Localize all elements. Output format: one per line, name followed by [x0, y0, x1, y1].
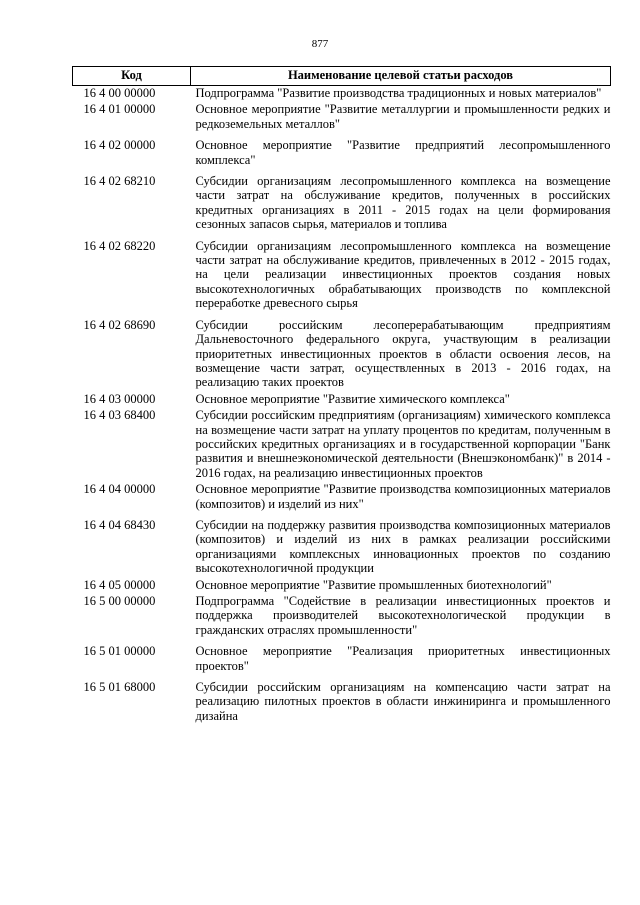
table-header-row	[73, 67, 611, 86]
row-code: 16 4 02 68690	[83, 317, 156, 332]
row-name: Основное мероприятие "Развитие предприятий лесопромышленного комплекса"	[195, 138, 611, 167]
row-name: Субсидии организациям лесопромышленного комплекса на возмещение части затрат на обслуживание кредитов, полученных в российских кредитных организациях в 2011 - 2015 годах на цели формирования сезонных запасов сырья, материалов и топлива	[195, 174, 611, 232]
table-row	[73, 318, 611, 392]
row-name: Субсидии российским организациям на компенсацию части затрат на реализацию пилотных проектов в области инжиниринга и промышленного дизайна	[195, 680, 611, 723]
row-code: 16 4 02 00000	[83, 138, 156, 153]
row-code: 16 4 03 68400	[83, 408, 156, 423]
table-row	[73, 594, 611, 644]
row-code: 16 4 04 00000	[83, 482, 156, 497]
row-name: Основное мероприятие "Реализация приоритетных инвестиционных проектов"	[195, 644, 611, 673]
row-name: Субсидии на поддержку развития производства композиционных материалов (композитов) и изделий из них в рамках реализации российскими организациями комплексных инновационных проектов по созданию высокотехнологичной продукции	[195, 517, 611, 576]
table-row	[73, 408, 611, 482]
row-code: 16 5 01 00000	[83, 644, 156, 659]
row-code: 16 4 00 00000	[83, 86, 156, 100]
table-row	[73, 482, 611, 518]
row-code: 16 5 00 00000	[83, 594, 156, 608]
table-row	[73, 239, 611, 318]
header-code: Код	[73, 67, 191, 86]
row-name: Субсидии российским лесоперерабатывающим предприятиям Дальневосточного федерального округа, участвующим в реализации приоритетных инвестиционных проектов в области освоения лесов, на возмещение части затрат, осуществленных в 2013 - 2016 годах, на реализацию таких проектов	[195, 317, 611, 390]
row-code: 16 4 01 00000	[83, 102, 156, 117]
header-name: Наименование целевой статьи расходов	[191, 67, 611, 86]
table-row	[73, 392, 611, 408]
row-code: 16 4 02 68220	[83, 238, 156, 253]
table-row	[73, 578, 611, 594]
row-name: Субсидии российским предприятиям (организациям) химического комплекса на возмещение части затрат на уплату процентов по кредитам, полученным в российских кредитных организациях и в государственной корпорации "Банк развития и внешнеэкономической деятельности (Внешэкономбанк)" в 2014 - 2016 годах, на реализацию инвестиционных проектов	[195, 408, 611, 480]
row-code: 16 4 05 00000	[83, 577, 156, 592]
row-code: 16 5 01 68000	[83, 680, 156, 695]
table-row	[73, 86, 611, 103]
row-name: Основное мероприятие "Развитие производства композиционных материалов (композитов) и изделий из них"	[195, 482, 611, 511]
row-code: 16 4 03 00000	[83, 391, 156, 406]
row-code: 16 4 02 68210	[83, 174, 156, 189]
row-name: Подпрограмма "Развитие производства традиционных и новых материалов"	[195, 86, 602, 100]
row-name: Подпрограмма "Содействие в реализации инвестиционных проектов и поддержка производителей высокотехнологической продукции в гражданских отраслях промышленности"	[195, 594, 611, 637]
target-expense-table	[72, 66, 611, 730]
row-name: Субсидии организациям лесопромышленного комплекса на возмещение части затрат на обслуживание кредитов, привлеченных в 2012 - 2015 годах, на цели реализации инвестиционных проектов создания новых высокотехнологичных обрабатывающих производств по комплексной переработке древесного сырья	[195, 238, 611, 311]
table-row	[73, 644, 611, 680]
row-name: Основное мероприятие "Развитие металлургии и промышленности редких и редкоземельных металлов"	[195, 102, 611, 131]
table-row	[73, 138, 611, 174]
row-name: Основное мероприятие "Развитие химического комплекса"	[195, 391, 510, 406]
table-row	[73, 174, 611, 239]
table-row	[73, 680, 611, 730]
table-row	[73, 102, 611, 138]
row-code: 16 4 04 68430	[83, 517, 156, 532]
row-name: Основное мероприятие "Развитие промышленных биотехнологий"	[195, 577, 552, 592]
page-number: 877	[311, 38, 329, 50]
table-row	[73, 518, 611, 578]
